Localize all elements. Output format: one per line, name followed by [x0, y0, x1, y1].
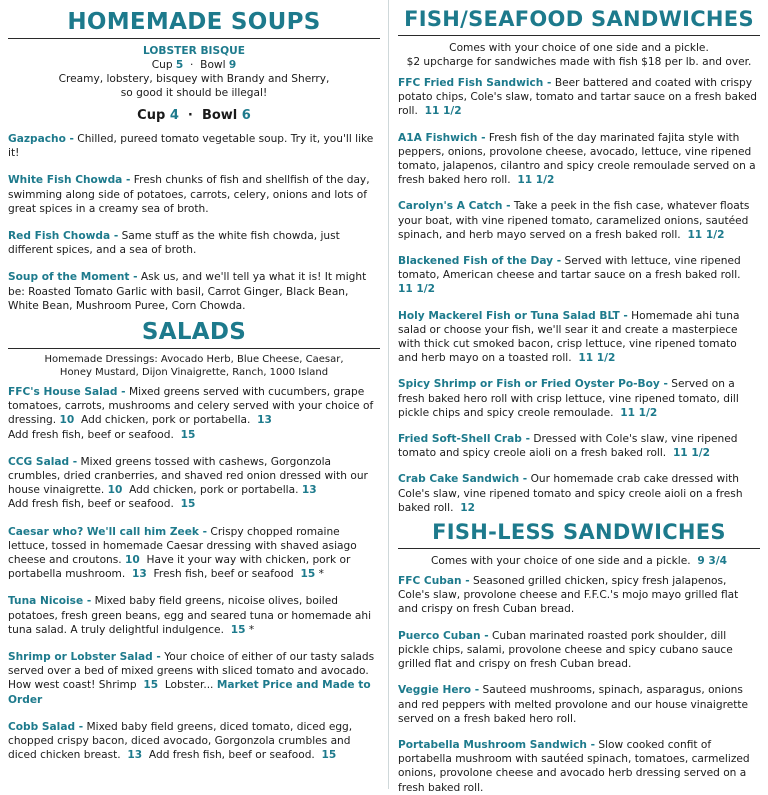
fish-heading: FISH/SEAFOOD SANDWICHES — [404, 7, 754, 31]
bisque-prices: Cup 5 · Bowl 9 — [151, 59, 237, 71]
salads-rule — [8, 348, 380, 349]
salad-item: Tuna Nicoise - Mixed baby field greens, nicoise olives, boiled potatoes, fresh green beans, egg and seared tuna or homemade ahi tuna salad. A truly delightful indulgence. 15 * — [8, 595, 372, 636]
salad-dressings: Homemade Dressings: Avocado Herb, Blue Cheese, Caesar, Honey Mustard, Dijon Vinaigrette, Ranch, 1000 Island — [44, 354, 344, 379]
bisque-bowl-price: 9 — [228, 59, 237, 71]
fishless-item: FFC Cuban - Seasoned grilled chicken, spicy fresh jalapenos, Cole's slaw, provolone cheese and F.F.C.'s mojo mayo grilled flat and crispy on fresh Cuban bread. — [398, 575, 739, 616]
fish-item: Fried Soft-Shell Crab - Dressed with Cole's slaw, vine ripened tomato and spicy creole aioli on a fresh baked roll. 11 1/2 — [398, 433, 738, 460]
soups-heading: HOMEMADE SOUPS — [67, 9, 321, 35]
fishless-rule — [398, 548, 760, 549]
fish-item: Spicy Shrimp or Fish or Fried Oyster Po-Boy - Served on a fresh baked hero roll with crisp lettuce, vine ripened tomato, dill pickle chips and spicy creole remoulade. 11 1/2 — [398, 378, 739, 419]
bisque-desc-1: Creamy, lobstery, bisquey with Brandy and Sherry, — [58, 73, 330, 85]
right-column — [398, 0, 760, 795]
lobster-bisque — [8, 44, 380, 100]
soups-rule — [8, 38, 380, 39]
soup-item: Soup of the Moment - Ask us, and we'll tell ya what it is! It might be: Roasted Tomato Garlic with basil, Carrot Ginger, Black Bean, White Bean, Mushroom Puree, Corn Chowda. — [8, 271, 367, 312]
fishless-item: Veggie Hero - Sauteed mushrooms, spinach, asparagus, onions and red peppers with melted provolone and our house vinaigrette served on a fresh baked hero roll. — [398, 684, 749, 725]
bisque-cup-price: 5 — [175, 59, 184, 71]
salads-heading: SALADS — [141, 319, 247, 346]
soup-item: Gazpacho - Chilled, pureed tomato vegetable soup. Try it, you'll like it! — [8, 133, 374, 160]
bisque-name: LOBSTER BISQUE — [143, 45, 245, 57]
fishless-item: Portabella Mushroom Sandwich - Slow cooked confit of portabella mushroom with sautéed spinach, tomatoes, carmelized onions, provolone cheese and avocado herb dressing served on a fresh baked roll. — [398, 738, 750, 794]
column-divider — [388, 0, 389, 789]
fish-item: Holy Mackerel Fish or Tuna Salad BLT - Homemade ahi tuna salad or choose your fish, we'll sear it and create a masterpiece with thick cut smoked bacon, crisp lettuce, vine ripened tomato and herb mayo on a toasted roll. 11 1/2 — [398, 309, 740, 365]
salad-item: Shrimp or Lobster Salad - Your choice of either of our tasty salads served over a bed of mixed greens with sliced tomato and avocado. How west coast! Shrimp 15 Lobster... Market Price and Made to Order — [8, 651, 375, 706]
salad-item: Cobb Salad - Mixed baby field greens, diced tomato, diced egg, chopped crispy bacon, diced avocado, Gorgonzola crumbles and diced chicken breast. 13 Add fresh fish, beef or seafood. 15 — [8, 720, 353, 762]
fish-item: Blackened Fish of the Day - Served with lettuce, vine ripened tomato, American cheese and tartar sauce on a fresh baked roll. 11 1/2 — [398, 255, 741, 296]
salad-item: FFC's House Salad - Mixed greens served with cucumbers, grape tomatoes, carrots, mushrooms and celery served with your choice of dressing. 10 Add chicken, pork or portabella. 13 Add fresh fish, beef or seafood. 15 — [8, 386, 374, 441]
fish-intro: Comes with your choice of one side and a pickle. $2 upcharge for sandwiches made with fish $18 per lb. and over. — [406, 42, 752, 68]
fishless-heading: FISH-LESS SANDWICHES — [432, 520, 726, 545]
salad-item: Caesar who? We'll call him Zeek - Crispy chopped romaine lettuce, tossed in homemade Caesar dressing with shaved asiago cheese and croutons. 10 Have it your way with chicken, pork or portabella mushroom. 13 Fresh fish, beef or seafood 15 * — [8, 525, 357, 581]
soup-item: White Fish Chowda - Fresh chunks of fish and shellfish of the day, swimming along side of potatoes, carrots, celery, onions and lots of great spices in a creamy sea of broth. — [8, 174, 370, 215]
fishless-item: Puerco Cuban - Cuban marinated roasted pork shoulder, dill pickle chips, salami, provolone cheese and spicy cubano sauce grilled flat and crispy on fresh Cuban bread. — [398, 629, 733, 671]
soup-item: Red Fish Chowda - Same stuff as the white fish chowda, just different spices, and a sea of broth. — [8, 230, 340, 257]
fish-item: Crab Cake Sandwich - Our homemade crab cake dressed with Cole's slaw, vine ripened tomato and spicy creole aioli on a fresh baked roll. 12 — [398, 473, 743, 514]
soup-cup-bowl-prices: Cup 4 · Bowl 6 — [137, 108, 251, 123]
salad-item: CCG Salad - Mixed greens tossed with cashews, Gorgonzola crumbles, dried cranberries, and shaved red onion dressed with our house vinaigrette. 10 Add chicken, pork or portabella. 13 Add fresh fish, beef or seafood. 15 — [8, 455, 368, 511]
fish-item: FFC Fried Fish Sandwich - Beer battered and coated with crispy potato chips, Cole's slaw, tomato and tartar sauce on a fresh baked roll. 11 1/2 — [398, 77, 757, 118]
left-column — [8, 0, 380, 763]
fish-item: A1A Fishwich - Fresh fish of the day marinated fajita style with peppers, onions, provolone cheese, avocado, lettuce, vine ripened tomato, jalapenos, cilantro and spicy creole remoulade served on a fresh baked hero roll. 11 1/2 — [398, 131, 756, 187]
bisque-desc-2: so good it should be illegal! — [120, 87, 268, 99]
fish-item: Carolyn's A Catch - Take a peek in the fish case, whatever floats your boat, with vine ripened tomato, caramelized onions, sautéed spinach, and herb mayo served on a fresh baked roll. 11 1/2 — [398, 200, 750, 241]
fishless-intro: Comes with your choice of one side and a pickle. 9 3/4 — [430, 555, 728, 568]
fish-rule — [398, 35, 760, 36]
